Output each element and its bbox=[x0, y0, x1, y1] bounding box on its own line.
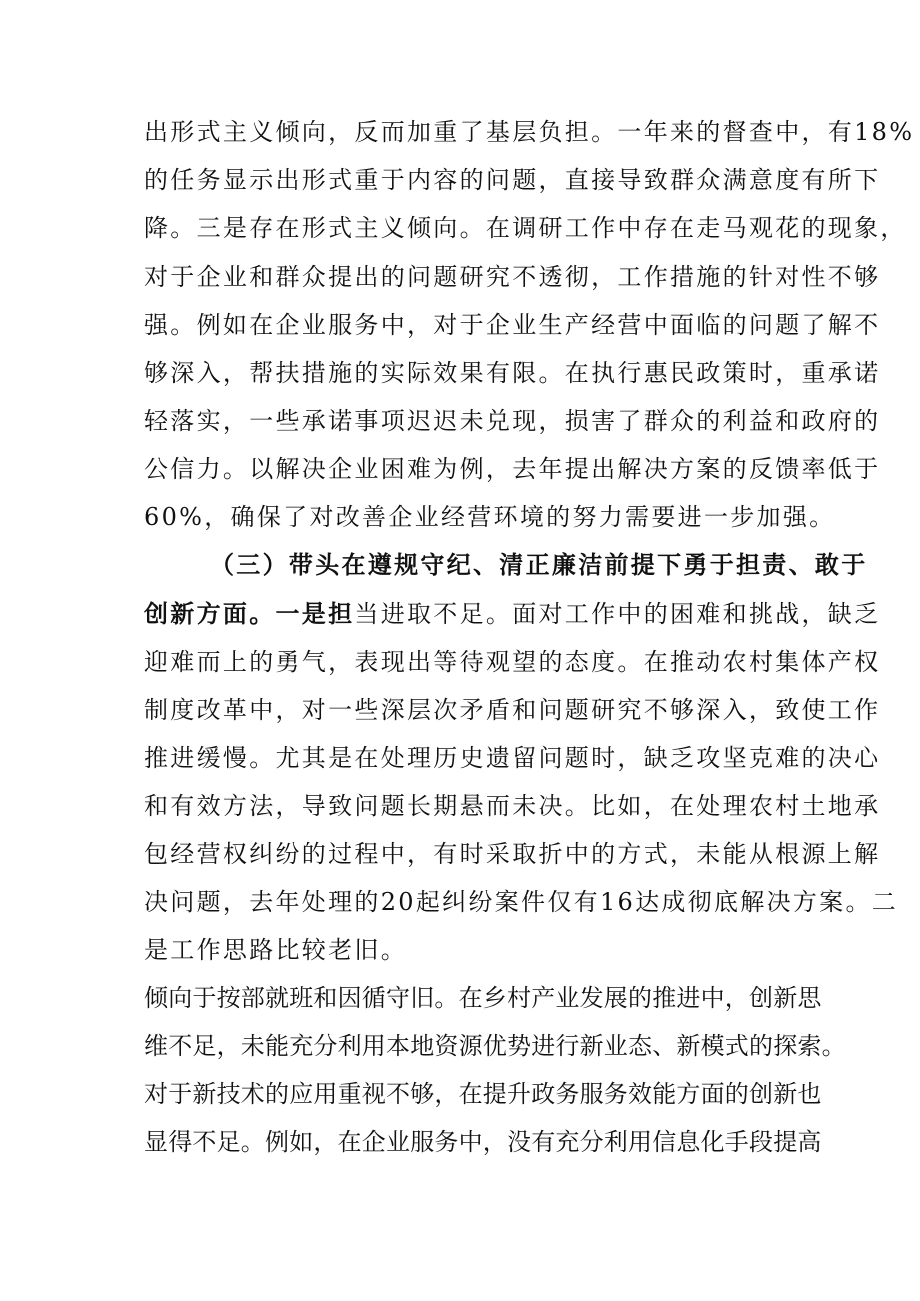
paragraph-line: 倾向于按部就班和因循守旧。在乡村产业发展的推进中，创新思 bbox=[144, 984, 822, 1012]
paragraph-line: 维不足，未能充分利用本地资源优势进行新业态、新模式的探索。 bbox=[144, 1032, 846, 1060]
paragraph-line: 显得不足。例如，在企业服务中，没有充分利用信息化手段提高 bbox=[144, 1128, 822, 1156]
section-heading-continuation: 创新方面。一是担 bbox=[144, 599, 355, 628]
paragraph-line: 迎难而上的勇气，表现出等待观望的态度。在推动农村集体产权 bbox=[144, 648, 881, 676]
paragraph-line: 60%，确保了对改善企业经营环境的努力需要进一步加强。 bbox=[144, 503, 836, 531]
section-body-first: 当进取不足。面对工作中的困难和挑战，缺乏 bbox=[354, 600, 881, 628]
paragraph-line: 降。三是存在形式主义倾向。在调研工作中存在走马观花的现象， bbox=[144, 214, 907, 242]
paragraph-line: 轻落实，一些承诺事项迟迟未兑现，损害了群众的利益和政府的 bbox=[144, 407, 881, 435]
paragraph-line: 够深入，帮扶措施的实际效果有限。在执行惠民政策时，重承诺 bbox=[144, 359, 881, 387]
paragraph-line: 制度改革中，对一些深层次矛盾和问题研究不够深入，致使工作 bbox=[144, 696, 881, 724]
paragraph-line: 出形式主义倾向，反而加重了基层负担。一年来的督查中，有18% bbox=[144, 118, 915, 146]
paragraph-line: 是工作思路比较老旧。 bbox=[144, 936, 407, 964]
paragraph-line: 和有效方法，导致问题长期悬而未决。比如，在处理农村土地承 bbox=[144, 792, 881, 820]
paragraph-line: 的任务显示出形式重于内容的问题，直接导致群众满意度有所下 bbox=[144, 166, 881, 194]
section-heading-continuation-line bbox=[144, 594, 881, 634]
paragraph-line: 强。例如在企业服务中，对于企业生产经营中面临的问题了解不 bbox=[144, 311, 881, 339]
paragraph-line: 对于新技术的应用重视不够，在提升政务服务效能方面的创新也 bbox=[144, 1080, 822, 1108]
paragraph-line: 决问题，去年处理的20起纠纷案件仅有16达成彻底解决方案。二 bbox=[144, 888, 899, 916]
paragraph-line: 包经营权纠纷的过程中，有时采取折中的方式，未能从根源上解 bbox=[144, 840, 881, 868]
section-heading: （三）带头在遵规守纪、清正廉洁前提下勇于担责、敢于 bbox=[210, 550, 868, 579]
paragraph-line: 公信力。以解决企业困难为例，去年提出解决方案的反馈率低于 bbox=[144, 455, 881, 483]
paragraph-line: 对于企业和群众提出的问题研究不透彻，工作措施的针对性不够 bbox=[144, 263, 881, 291]
paragraph-line: 推进缓慢。尤其是在处理历史遗留问题时，缺乏攻坚克难的决心 bbox=[144, 744, 881, 772]
